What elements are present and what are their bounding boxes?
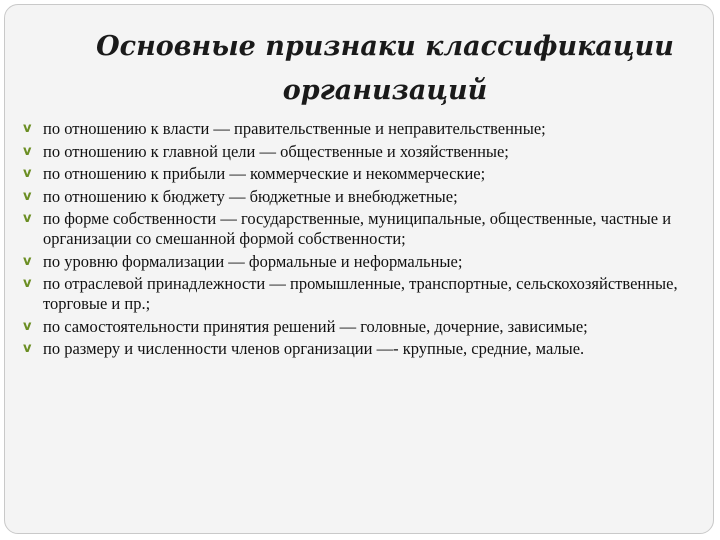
slide xyxy=(4,4,714,534)
check-bullet-icon: v xyxy=(23,276,32,291)
list-item-text: по отраслевой принадлежности — промышленные, транспортные, сельскохозяйственные, торговые и пр.; xyxy=(43,274,678,313)
list-item-text: по отношению к главной цели — общественные и хозяйственные; xyxy=(43,141,509,161)
list-item xyxy=(21,209,711,249)
slide-title xyxy=(5,25,720,113)
list-item-text: по размеру и численности членов организации —- крупные, средние, малые. xyxy=(43,339,585,358)
check-bullet-icon: v xyxy=(23,166,32,181)
list-item-text: по самостоятельности принятия решений — головные, дочерние, зависимые; xyxy=(43,316,588,336)
list-item xyxy=(21,339,711,359)
list-item-text: по отношению к прибыли — коммерческие и некоммерческие; xyxy=(43,164,486,183)
check-bullet-icon: v xyxy=(23,253,32,269)
list-item-text: по уровню формализации — формальные и неформальные; xyxy=(43,251,463,271)
check-bullet-icon: v xyxy=(23,188,32,204)
title-line-1: Основные признаки классификации xyxy=(96,31,674,62)
list-item xyxy=(21,164,711,184)
list-item-text: по отношению к власти — правительственные и неправительственные; xyxy=(43,119,546,138)
check-bullet-icon: v xyxy=(23,121,32,136)
list-item xyxy=(21,252,711,272)
list-item-text: по форме собственности — государственные, муниципальные, общественные, частные и организации со смешанной формой собственности; xyxy=(43,209,672,248)
check-bullet-icon: v xyxy=(23,318,32,334)
check-bullet-icon: v xyxy=(23,143,32,159)
list-item xyxy=(21,274,711,314)
list-item xyxy=(21,317,711,337)
check-bullet-icon: v xyxy=(23,211,32,226)
list-item xyxy=(21,142,711,162)
list-item xyxy=(21,187,711,207)
list-item xyxy=(21,119,711,139)
list-item-text: по отношению к бюджету — бюджетные и внебюджетные; xyxy=(43,186,458,206)
check-bullet-icon: v xyxy=(23,341,32,356)
title-line-2: организаций xyxy=(282,75,488,106)
classification-list xyxy=(21,119,711,362)
